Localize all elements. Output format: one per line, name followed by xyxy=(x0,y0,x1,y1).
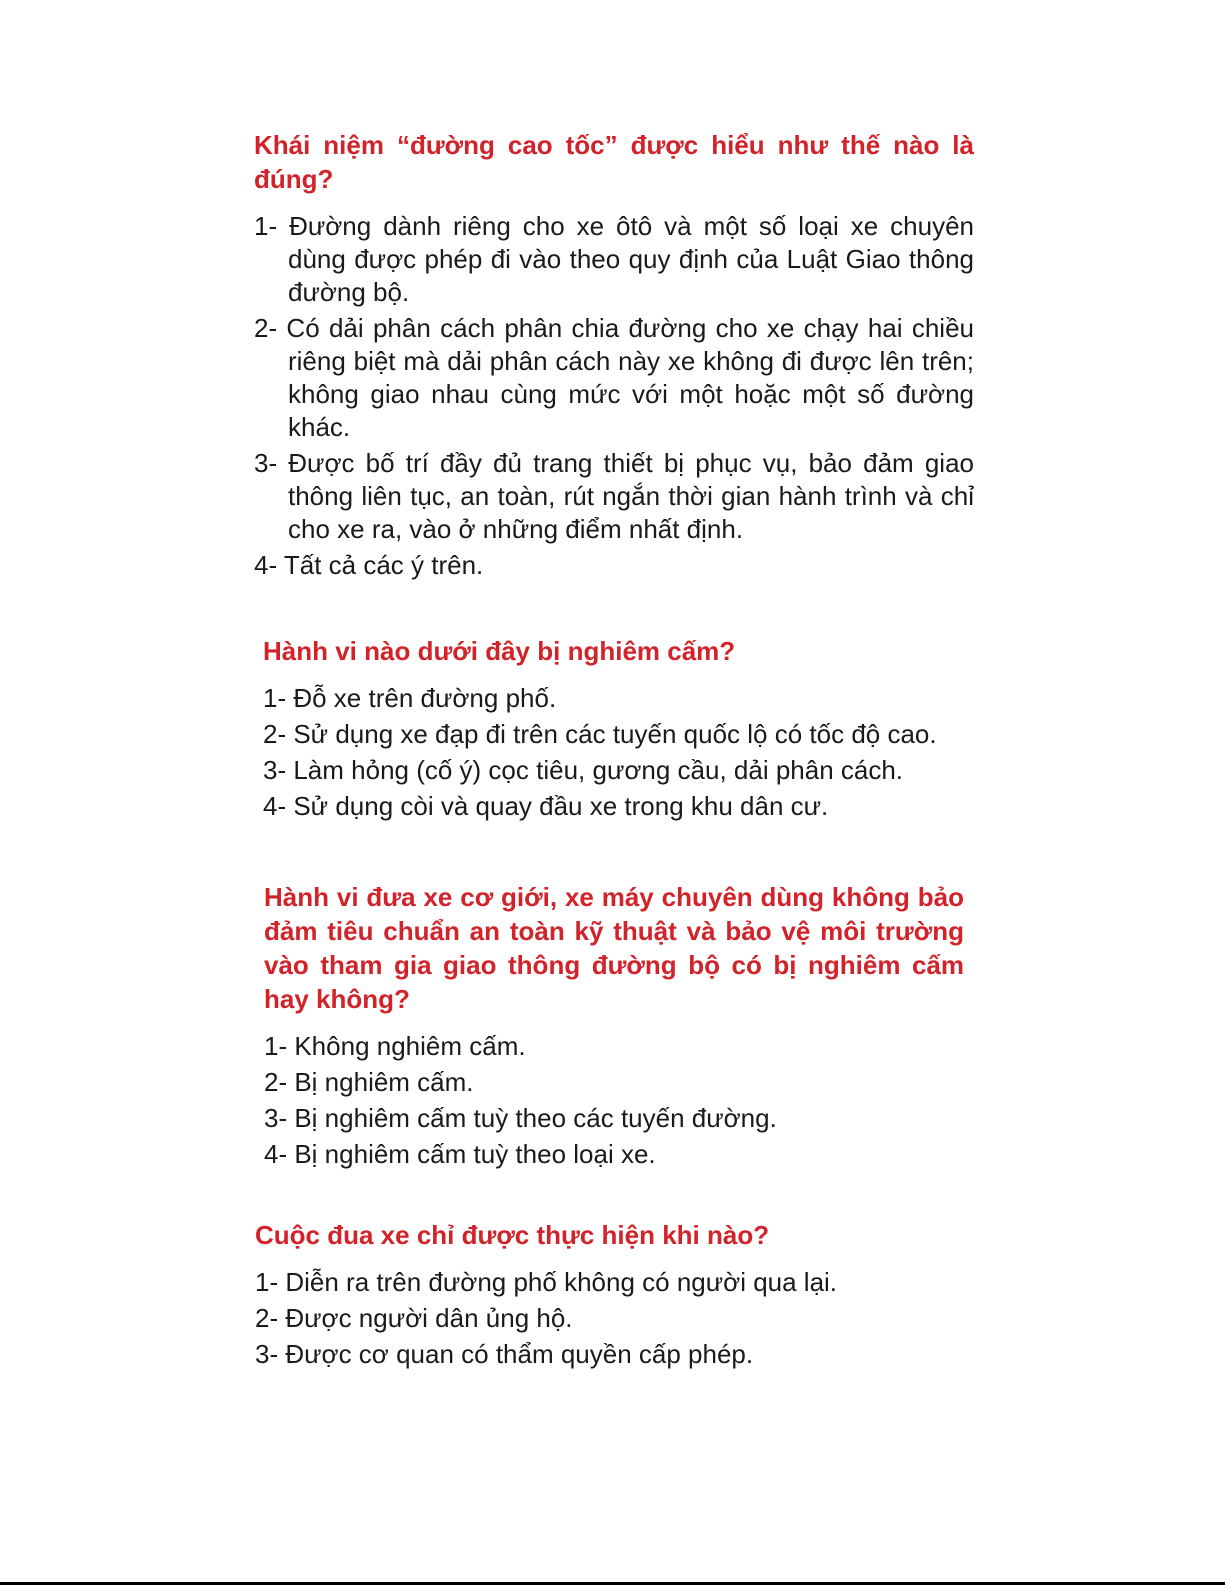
question-title: Khái niệm “đường cao tốc” được hiểu như thế nào là đúng? xyxy=(254,130,974,194)
question-title: Hành vi đưa xe cơ giới, xe máy chuyên dùng không bảo đảm tiêu chuẩn an toàn kỹ thuật và bảo vệ môi trường vào tham gia giao thông đường bộ có bị nghiêm cấm hay không? xyxy=(264,882,964,1014)
question-1 xyxy=(254,128,974,585)
option-list xyxy=(254,210,974,582)
question-3 xyxy=(264,880,964,1174)
option-item: 1- Đường dành riêng cho xe ôtô và một số loại xe chuyên dùng được phép đi vào theo quy định của Luật Giao thông đường bộ. xyxy=(254,211,974,307)
option-item: 1- Diễn ra trên đường phố không có người qua lại. xyxy=(255,1267,838,1297)
option-item: 4- Tất cả các ý trên. xyxy=(254,550,484,580)
option-list xyxy=(255,1266,975,1371)
option-item: 4- Sử dụng còi và quay đầu xe trong khu dân cư. xyxy=(263,791,829,821)
question-title: Cuộc đua xe chỉ được thực hiện khi nào? xyxy=(255,1220,770,1250)
option-item: 2- Có dải phân cách phân chia đường cho xe chạy hai chiều riêng biệt mà dải phân cách này xe không đi được lên trên; không giao nhau cùng mức với một hoặc một số đường khác. xyxy=(254,313,974,442)
option-item: 1- Không nghiêm cấm. xyxy=(264,1031,526,1061)
option-item: 2- Được người dân ủng hộ. xyxy=(255,1303,573,1333)
option-item: 2- Sử dụng xe đạp đi trên các tuyến quốc lộ có tốc độ cao. xyxy=(263,719,937,749)
option-item: 3- Bị nghiêm cấm tuỳ theo các tuyến đường. xyxy=(264,1103,777,1133)
question-4 xyxy=(255,1218,975,1374)
option-item: 3- Được cơ quan có thẩm quyền cấp phép. xyxy=(255,1339,754,1369)
question-title: Hành vi nào dưới đây bị nghiêm cấm? xyxy=(263,636,736,666)
option-list xyxy=(264,1030,964,1171)
option-item: 3- Được bố trí đầy đủ trang thiết bị phục vụ, bảo đảm giao thông liên tục, an toàn, rút ngắn thời gian hành trình và chỉ cho xe ra, vào ở những điểm nhất định. xyxy=(254,448,974,544)
question-2 xyxy=(263,634,973,826)
option-item: 2- Bị nghiêm cấm. xyxy=(264,1067,474,1097)
option-item: 3- Làm hỏng (cố ý) cọc tiêu, gương cầu, dải phân cách. xyxy=(263,755,904,785)
option-item: 4- Bị nghiêm cấm tuỳ theo loại xe. xyxy=(264,1139,656,1169)
option-list xyxy=(263,682,973,823)
option-item: 1- Đỗ xe trên đường phố. xyxy=(263,683,557,713)
